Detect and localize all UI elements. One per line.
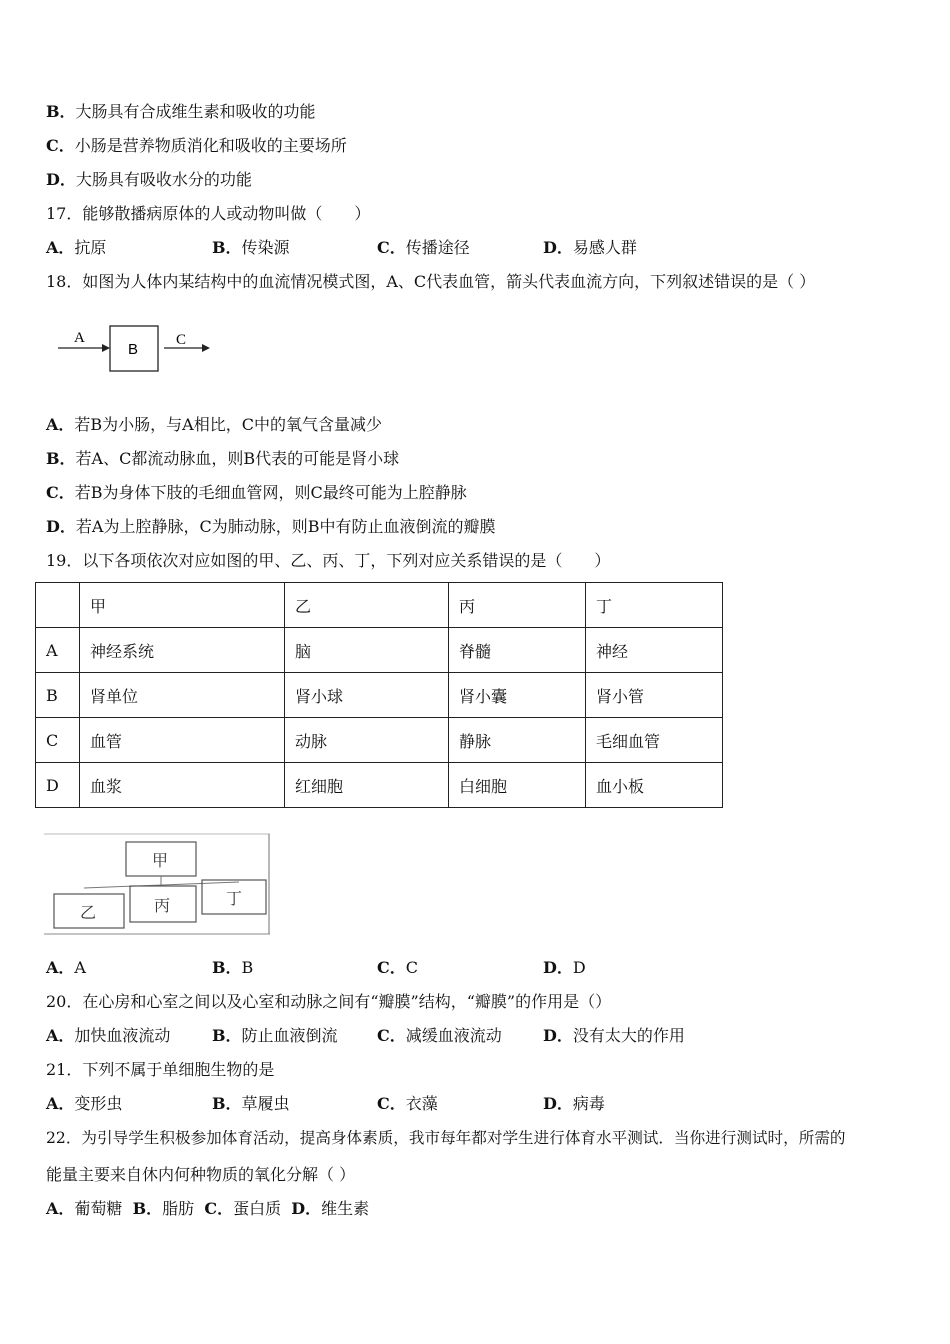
table-cell: 肾小球 bbox=[285, 673, 449, 718]
q16-option-c bbox=[46, 136, 347, 156]
table-cell: B bbox=[36, 673, 80, 718]
node-yi-label: 乙 bbox=[80, 903, 97, 922]
q18-option-d: D．若A为上腔静脉，C为肺动脉，则B中有防止血液倒流的瓣膜 bbox=[46, 517, 496, 536]
node-ding-label: 丁 bbox=[226, 889, 243, 908]
option-letter: C． bbox=[46, 136, 75, 155]
node-bing-label: 丙 bbox=[154, 896, 171, 915]
q21-option-b: B．草履虫 bbox=[212, 1094, 290, 1113]
option-text: 大肠具有合成维生素和吸收的功能 bbox=[75, 102, 316, 121]
option-letter: B． bbox=[46, 102, 76, 121]
table-cell: 肾小囊 bbox=[449, 673, 586, 718]
option-letter: D． bbox=[46, 170, 76, 189]
table-cell: 乙 bbox=[285, 583, 449, 628]
table-cell: 动脉 bbox=[285, 718, 449, 763]
table-cell: 神经系统 bbox=[80, 628, 285, 673]
table-cell: D bbox=[36, 763, 80, 808]
q21-stem: 21．下列不属于单细胞生物的是 bbox=[46, 1060, 275, 1079]
q19-stem: 19．以下各项依次对应如图的甲、乙、丙、丁，下列对应关系错误的是（ ） bbox=[46, 551, 611, 570]
q17-stem: 17．能够散播病原体的人或动物叫做（ ） bbox=[46, 204, 371, 223]
table-cell: 肾单位 bbox=[80, 673, 285, 718]
table-row bbox=[36, 763, 723, 808]
table-cell: 血浆 bbox=[80, 763, 285, 808]
flow-arrowhead-in bbox=[102, 344, 110, 352]
table-cell: 脊髓 bbox=[449, 628, 586, 673]
q22-option-b: B．脂肪 bbox=[132, 1199, 195, 1218]
q20-option-c: C．减缓血液流动 bbox=[377, 1026, 502, 1045]
node-jia-label: 甲 bbox=[152, 851, 169, 870]
table-cell: A bbox=[36, 628, 80, 673]
q19-option-c: C．C bbox=[377, 958, 418, 977]
q21-option-c: C．衣藻 bbox=[377, 1094, 438, 1113]
option-text: 大肠具有吸收水分的功能 bbox=[75, 170, 252, 189]
q17-option-c: C．传播途径 bbox=[377, 238, 470, 257]
q20-stem: 20．在心房和心室之间以及心室和动脉之间有“瓣膜”结构，“瓣膜”的作用是（） bbox=[46, 992, 612, 1011]
flow-label-c: C bbox=[176, 332, 187, 348]
q20-option-d: D．没有太大的作用 bbox=[543, 1026, 685, 1045]
table-row bbox=[36, 673, 723, 718]
q22-stem-line2: 能量主要来自休内何种物质的氧化分解（ ） bbox=[46, 1165, 356, 1184]
q19-option-b: B．B bbox=[212, 958, 254, 977]
q20-option-b: B．防止血液倒流 bbox=[212, 1026, 338, 1045]
table-cell: 甲 bbox=[80, 583, 285, 628]
flow-label-a: A bbox=[74, 330, 85, 346]
q22-option-a: A．葡萄糖 bbox=[46, 1199, 123, 1218]
table-cell: 神经 bbox=[586, 628, 723, 673]
table-cell: C bbox=[36, 718, 80, 763]
table-cell: 白细胞 bbox=[449, 763, 586, 808]
q19-table bbox=[35, 582, 723, 808]
q17-option-a: A．抗原 bbox=[46, 238, 107, 257]
q16-option-d bbox=[46, 170, 252, 190]
q22-options bbox=[46, 1199, 369, 1219]
table-cell: 血管 bbox=[80, 718, 285, 763]
table-cell: 静脉 bbox=[449, 718, 586, 763]
q21-option-d: D．病毒 bbox=[543, 1094, 605, 1113]
q16-option-b bbox=[46, 102, 316, 122]
q18-option-b: B．若A、C都流动脉血，则B代表的可能是肾小球 bbox=[46, 449, 400, 468]
flow-arrowhead-out bbox=[202, 344, 210, 352]
q22-stem-line1: 22．为引导学生积极参加体育活动，提高身体素质，我市每年都对学生进行体育水平测试．当你进行测试时，所需的 bbox=[46, 1129, 846, 1147]
q19-option-a: A．A bbox=[46, 958, 86, 977]
q22-option-d: D．维生素 bbox=[291, 1199, 370, 1218]
table-cell: 丁 bbox=[586, 583, 723, 628]
q20-option-a: A．加快血液流动 bbox=[46, 1026, 171, 1045]
blood-flow-diagram bbox=[56, 322, 216, 378]
table-cell: 脑 bbox=[285, 628, 449, 673]
option-text: 小肠是营养物质消化和吸收的主要场所 bbox=[74, 136, 347, 155]
q21-option-a: A．变形虫 bbox=[46, 1094, 123, 1113]
table-row bbox=[36, 718, 723, 763]
table-cell: 血小板 bbox=[586, 763, 723, 808]
table-row bbox=[36, 628, 723, 673]
table-cell bbox=[36, 583, 80, 628]
q17-option-b: B．传染源 bbox=[212, 238, 290, 257]
q18-option-a: A．若B为小肠，与A相比，C中的氧气含量减少 bbox=[46, 415, 382, 434]
flow-label-b: B bbox=[128, 341, 139, 358]
table-header-row bbox=[36, 583, 723, 628]
q19-option-d: D．D bbox=[543, 958, 586, 977]
hierarchy-diagram bbox=[44, 832, 272, 936]
table-cell: 红细胞 bbox=[285, 763, 449, 808]
table-cell: 丙 bbox=[449, 583, 586, 628]
q18-option-c: C．若B为身体下肢的毛细血管网，则C最终可能为上腔静脉 bbox=[46, 483, 467, 502]
table-cell: 肾小管 bbox=[586, 673, 723, 718]
q22-option-c: C．蛋白质 bbox=[204, 1199, 282, 1218]
q18-stem: 18．如图为人体内某结构中的血流情况模式图，A、C代表血管，箭头代表血流方向，下列叙述错误的是（ ） bbox=[46, 272, 816, 291]
table-cell: 毛细血管 bbox=[586, 718, 723, 763]
q17-option-d: D．易感人群 bbox=[543, 238, 637, 257]
